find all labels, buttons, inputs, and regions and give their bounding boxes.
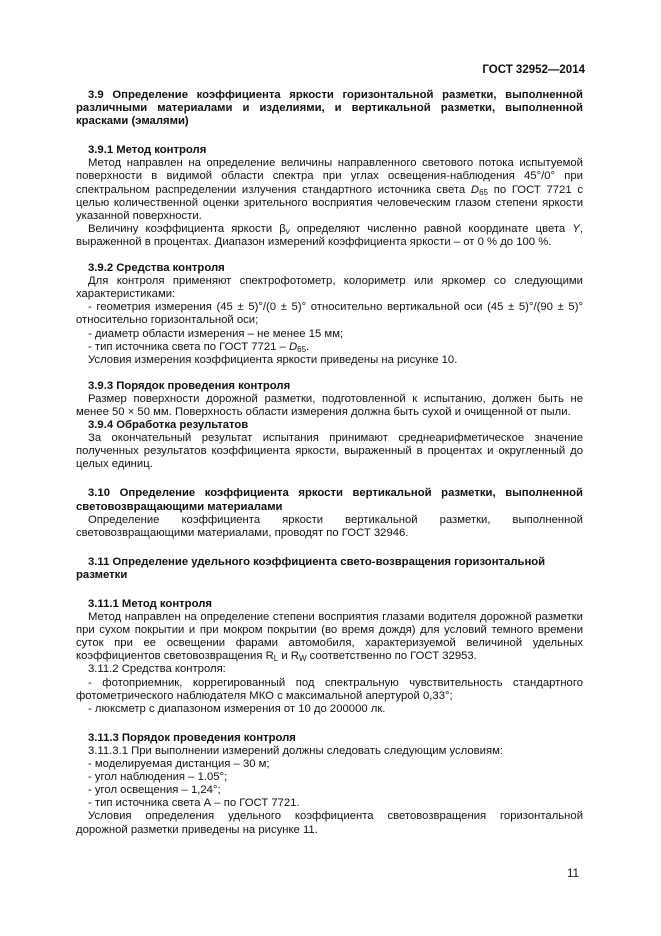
section-3-9-1-p2: Величину коэффициента яркости $\beta_v$ определяют численно равной координате цвета Y, выраженной в процентах. Диапазон измерений коэффициента яркости – от 0 % до 100 %. (76, 222, 584, 248)
section-3-9-4-title: 3.9.4 Обработка результатов (88, 419, 249, 432)
section-3-9-2-title: 3.9.2 Средства контроля (88, 262, 225, 275)
section-3-9-2-p2: Условия измерения коэффициента яркости приведены на рисунке 10. (88, 353, 458, 366)
section-3-9-3-p1: Размер поверхности дорожной разметки, подготовленной к испытанию, должен быть не менее 50 × 50 мм. Поверхность области измерения должна быть сухой и очищенной от пыли. (76, 392, 583, 418)
list-item: - угол освещения – 1,24°; (88, 784, 221, 797)
section-3-11-title: 3.11 Определение удельного коэффициента свето-возвращения горизонтальной разметки (76, 555, 546, 581)
list-item: - фотоприемник, коррегированный под спектральную чувствительность стандартного фотометрического наблюдателя МКО с максимальной апертурой 0,33°; (76, 676, 583, 702)
section-3-11-1-p1: Метод направлен на определение степени восприятия глазами водителя дорожной разметки при сухом покрытии и при мокром покрытии (во время дождя) для условий темного времени суток при ее освещении фарами автомобиля, характеризуемой величиной удельных коэффициентов световозвращения $R_L$ и $R_W$ соответственно по ГОСТ 32953. (76, 611, 583, 664)
list-item: - геометрия измерения (45 ± 5)°/(0 ± 5)° относительно вертикальной оси (45 ± 5)°/(90 ± 5)° относительно горизонтальной оси; (76, 301, 583, 327)
page-number: 11 (567, 868, 579, 880)
section-3-11-3-1-p1: 3.11.3.1 При выполнении измерений должны следовать следующим условиям: (88, 744, 503, 757)
section-3-10-p1: Определение коэффициента яркости вертикальной разметки, выполненной световозвращающими материалами, проводят по ГОСТ 32946. (76, 513, 583, 539)
section-3-11-1-title: 3.11.1 Метод контроля (88, 598, 212, 610)
list-item: - моделируемая дистанция – 30 м; (88, 758, 270, 771)
list-item: - тип источника света А – по ГОСТ 7721. (88, 797, 300, 810)
section-3-9-1-p1: Метод направлен на определение величины направленного светового потока испытуемой поверхности в видимой области спектра при углах освещения-наблюдения 45°/0° при спектральном распределении излучения стандартного источника света $D_{65}$ по ГОСТ 7721 с целью количественной оценки зрительного восприятия человеческим глазом степени яркости указанной поверхности. (76, 157, 583, 222)
section-3-11-2-title: 3.11.2 Средства контроля: (88, 663, 226, 676)
section-3-11-3-title: 3.11.3 Порядок проведения контроля (88, 731, 296, 744)
section-3-10-title: 3.10 Определение коэффициента яркости вертикальной разметки, выполненной световозвращающими материалами (76, 487, 583, 513)
section-3-9-3-title: 3.9.3 Порядок проведения контроля (88, 379, 291, 392)
section-3-11-3-p2: Условия определения удельного коэффициента световозвращения горизонтальной дорожной разметки приведены на рисунке 11. (76, 810, 583, 836)
section-3-9-2-p1: Для контроля применяют спектрофотометр, колориметр или яркомер со следующими характеристиками: (76, 275, 583, 301)
section-3-9-title: 3.9 Определение коэффициента яркости горизонтальной разметки, выполненной различными материалами и изделиями, и вертикальной разметки, выполненной красками (эмалями) (76, 89, 583, 128)
page-content (76, 89, 583, 837)
list-item: - диаметр области измерения – не менее 15 мм; (88, 327, 344, 340)
list-item: - тип источника света по ГОСТ $7721 - D_{65}$. (88, 340, 310, 354)
list-item: - угол наблюдения – 1.05°; (88, 771, 228, 784)
section-3-9-1-title: 3.9.1 Метод контроля (88, 144, 207, 157)
section-3-9-4-p1: За окончательный результат испытания принимают среднеарифметическое значение полученных результатов коэффициента яркости, выраженный в процентах и округленный до целых единиц. (76, 432, 583, 471)
standard-number: ГОСТ 32952—2014 (482, 64, 585, 76)
list-item: - люксметр с диапазоном измерения от 10 до 200000 лк. (88, 702, 386, 715)
